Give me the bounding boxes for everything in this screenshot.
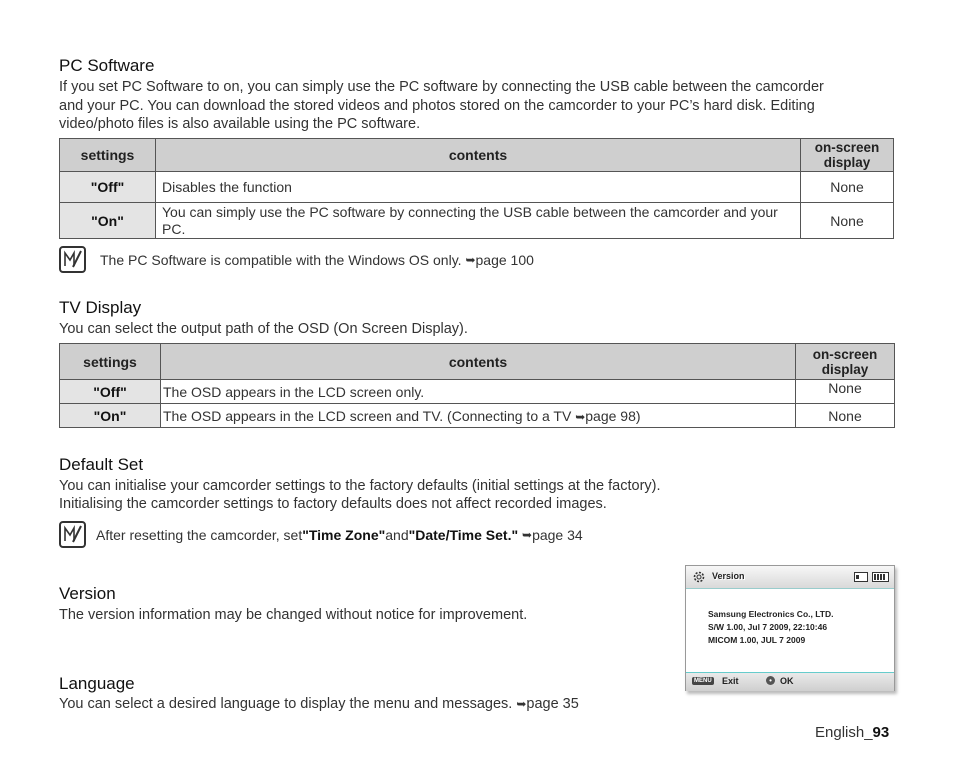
table-row	[60, 404, 895, 428]
note-icon	[59, 521, 86, 548]
table-row	[60, 172, 894, 203]
default-set-heading: Default Set	[59, 455, 144, 474]
display-value: None	[801, 172, 894, 203]
table-row	[60, 203, 894, 239]
memory-card-icon	[854, 572, 868, 582]
lcd-version-screen	[685, 565, 895, 691]
header-settings: settings	[60, 139, 156, 172]
ok-joystick-icon[interactable]: •	[766, 676, 775, 685]
ok-label: OK	[780, 676, 794, 686]
lcd-title: Version	[712, 571, 745, 581]
page-ref: page 34	[532, 526, 583, 543]
page-ref-arrow-icon: ➥	[465, 252, 476, 267]
version-heading: Version	[59, 584, 116, 603]
header-on-screen-display: on-screen display	[796, 344, 895, 380]
tv-display-heading: TV Display	[59, 298, 142, 317]
setting-value: "On"	[60, 404, 161, 428]
pc-software-heading: PC Software	[59, 56, 155, 75]
header-contents: contents	[161, 344, 796, 380]
language-heading: Language	[59, 674, 135, 693]
page-ref: page 100	[475, 251, 534, 268]
note-pc-software	[59, 246, 534, 273]
lcd-header	[686, 566, 894, 589]
display-value: None	[796, 380, 895, 404]
display-value: None	[801, 203, 894, 239]
setting-value: "Off"	[60, 380, 161, 404]
tv-display-table	[59, 343, 895, 428]
lcd-footer	[686, 672, 894, 691]
lcd-line: Samsung Electronics Co., LTD.	[708, 609, 834, 619]
page-footer: English_93	[815, 724, 890, 741]
header-contents: contents	[156, 139, 801, 172]
version-description: The version information may be changed without notice for improvement.	[59, 607, 528, 623]
setting-value: "On"	[60, 203, 156, 239]
tv-display-description: You can select the output path of the OSD (On Screen Display).	[59, 321, 468, 337]
header-on-screen-display: on-screen display	[801, 139, 894, 172]
menu-button[interactable]: MENU	[694, 678, 712, 684]
page-ref: page 35	[526, 696, 579, 712]
note-icon	[59, 246, 86, 273]
time-zone-ref: "Time Zone"	[302, 526, 386, 543]
date-time-set-ref: "Date/Time Set."	[408, 526, 519, 543]
exit-label: Exit	[722, 676, 739, 686]
lcd-line: S/W 1.00, Jul 7 2009, 22:10:46	[708, 622, 828, 632]
note-default-set: After resetting the camcorder, set "Time Zone" and "Date/Time Set." ➥ page 34	[59, 521, 583, 548]
default-set-description-2: Initialising the camcorder settings to factory defaults does not affect recorded images.	[59, 496, 607, 512]
pc-software-table	[59, 138, 894, 239]
lcd-version-info	[708, 608, 833, 647]
language-description: You can select a desired language to display the menu and messages. ➥page 35	[59, 696, 579, 712]
display-value: None	[796, 404, 895, 428]
content-text: You can simply use the PC software by connecting the USB cable between the camcorder and your PC.	[156, 203, 801, 239]
lcd-line: MICOM 1.00, JUL 7 2009	[708, 635, 806, 645]
pc-software-description: If you set PC Software to on, you can simply use the PC software by connecting the USB cable between the camcorder and your PC. You can download the stored videos and photos stored on the camcorder to your PC’s hard disk. Editing video/photo files is also available using the PC software.	[59, 79, 824, 132]
header-settings: settings	[60, 344, 161, 380]
battery-icon	[872, 572, 890, 582]
gear-icon	[692, 570, 706, 584]
content-text: Disables the function	[156, 172, 801, 203]
page-ref-arrow-icon: ➥	[575, 409, 586, 424]
note-text: The PC Software is compatible with the Windows OS only.	[100, 251, 462, 268]
default-set-description-1: You can initialise your camcorder settings to the factory defaults (initial settings at the factory).	[59, 478, 661, 494]
setting-value: "Off"	[60, 172, 156, 203]
page-number: 93	[872, 724, 890, 741]
page-ref-arrow-icon: ➥	[522, 527, 533, 542]
page-ref-arrow-icon: ➥	[516, 697, 527, 711]
page-ref: page 98)	[585, 407, 641, 424]
table-row	[60, 380, 895, 404]
content-text: The OSD appears in the LCD screen only.	[161, 380, 796, 404]
content-text: The OSD appears in the LCD screen and TV. (Connecting to a TV ➥page 98)	[161, 404, 796, 428]
